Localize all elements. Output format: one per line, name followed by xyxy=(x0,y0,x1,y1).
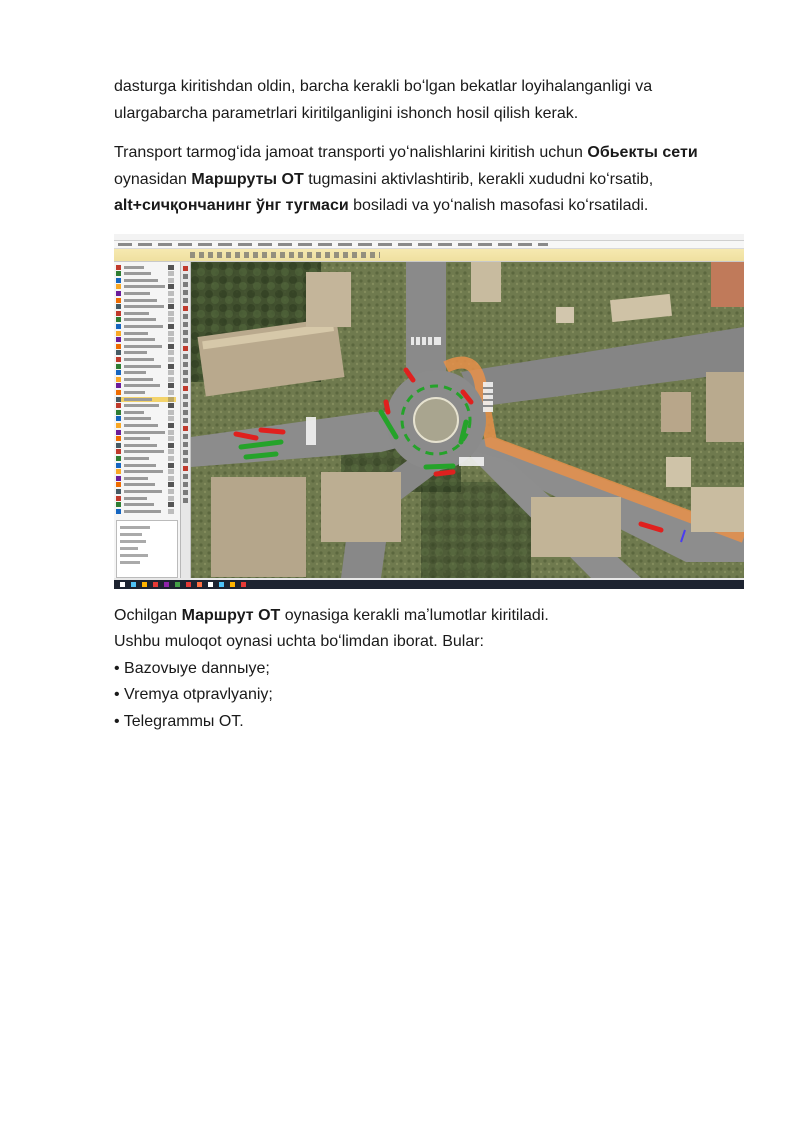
panel-row xyxy=(116,449,176,454)
object-type-icon xyxy=(116,344,121,349)
text: tugmasini aktivlashtirib, kerakli xududni koʻrsatib, xyxy=(303,170,654,188)
panel-row xyxy=(116,443,176,448)
panel-row xyxy=(116,304,176,309)
taskbar-app-icon xyxy=(153,582,158,587)
panel-row xyxy=(116,456,176,461)
panel-row xyxy=(116,436,176,441)
panel-row xyxy=(116,390,176,395)
tool-icon xyxy=(183,330,188,335)
tool-icon xyxy=(183,298,188,303)
properties-box xyxy=(116,520,178,578)
bold-term-network-objects: Обьекты сети xyxy=(587,144,698,161)
network-objects-panel xyxy=(114,262,181,578)
object-type-icon xyxy=(116,304,121,309)
taskbar-app-icon xyxy=(142,582,147,587)
object-type-icon xyxy=(116,430,121,435)
bold-term-pt-routes: Маршруты ОТ xyxy=(191,170,304,188)
software-screenshot-figure xyxy=(114,234,744,589)
panel-row xyxy=(116,357,176,362)
bullet-item: • Bazovыye dannыye; xyxy=(114,659,270,677)
os-taskbar xyxy=(114,580,744,589)
panel-row xyxy=(116,423,176,428)
taskbar-app-icon xyxy=(186,582,191,587)
panel-row xyxy=(116,410,176,415)
panel-row xyxy=(116,317,176,322)
panel-row xyxy=(116,397,176,402)
tool-icon xyxy=(183,426,188,431)
panel-row xyxy=(116,383,176,388)
taskbar-app-icon xyxy=(175,582,180,587)
tool-icon xyxy=(183,378,188,383)
panel-row xyxy=(116,284,176,289)
menu-bar xyxy=(114,241,744,248)
taskbar-app-icon xyxy=(208,582,213,587)
object-type-icon xyxy=(116,298,121,303)
panel-row xyxy=(116,430,176,435)
tool-icon xyxy=(183,482,188,487)
object-type-icon xyxy=(116,476,121,481)
object-type-icon xyxy=(116,291,121,296)
object-type-icon xyxy=(116,509,121,514)
panel-row xyxy=(116,489,176,494)
tool-icon xyxy=(183,410,188,415)
object-type-icon xyxy=(116,463,121,468)
panel-row xyxy=(116,331,176,336)
object-type-icon xyxy=(116,423,121,428)
taskbar-app-icon xyxy=(120,582,125,587)
object-type-icon xyxy=(116,317,121,322)
taskbar-app-icon xyxy=(131,582,136,587)
taskbar-app-icon xyxy=(241,582,246,587)
object-type-icon xyxy=(116,337,121,342)
object-type-icon xyxy=(116,390,121,395)
tool-icon xyxy=(183,402,188,407)
text: oynasidan xyxy=(114,170,192,188)
tool-icon xyxy=(183,370,188,375)
object-type-icon xyxy=(116,377,121,382)
paragraph-sections-intro: Ushbu muloqot oynasi uchta boʻlimdan iborat. Bular: xyxy=(114,633,484,650)
object-type-icon xyxy=(116,357,121,362)
panel-row xyxy=(116,278,176,283)
panel-row xyxy=(116,337,176,342)
panel-row xyxy=(116,502,176,507)
panel-row xyxy=(116,476,176,481)
tool-icon xyxy=(183,458,188,463)
taskbar-app-icon xyxy=(164,582,169,587)
object-type-icon xyxy=(116,456,121,461)
panel-row xyxy=(116,265,176,270)
object-type-icon xyxy=(116,265,121,270)
tool-icon xyxy=(183,266,188,271)
tool-icon xyxy=(183,394,188,399)
object-type-icon xyxy=(116,403,121,408)
object-type-icon xyxy=(116,278,121,283)
panel-row xyxy=(116,311,176,316)
tool-icon xyxy=(183,386,188,391)
panel-row xyxy=(116,364,176,369)
panel-row xyxy=(116,291,176,296)
panel-row xyxy=(116,469,176,474)
object-type-icon xyxy=(116,449,121,454)
panel-row xyxy=(116,496,176,501)
window-titlebar xyxy=(114,234,744,241)
panel-row xyxy=(116,482,176,487)
tool-icon xyxy=(183,282,188,287)
text: oynasiga kerakli maʼlumotlar kiritiladi. xyxy=(280,606,549,624)
tool-icon xyxy=(183,314,188,319)
object-type-icon xyxy=(116,324,121,329)
tool-icon xyxy=(183,474,188,479)
object-type-icon xyxy=(116,482,121,487)
tool-icon xyxy=(183,490,188,495)
object-type-icon xyxy=(116,383,121,388)
panel-row xyxy=(116,463,176,468)
taskbar-app-icon xyxy=(197,582,202,587)
paragraph-intro: dasturga kiritishdan oldin, barcha kerakli boʻlgan bekatlar loyihalanganligi va ulargabarcha parametrlari kiritilganligini ishonch hosil qilish kerak. xyxy=(114,78,653,122)
tool-icon xyxy=(183,354,188,359)
object-type-icon xyxy=(116,311,121,316)
bullet-item: • Telegrammы OT. xyxy=(114,712,244,730)
object-type-icon xyxy=(116,370,121,375)
tool-icon xyxy=(183,466,188,471)
paragraph-opened-window xyxy=(114,603,734,630)
panel-row xyxy=(116,403,176,408)
tool-icon xyxy=(183,450,188,455)
tool-icon xyxy=(183,418,188,423)
bullet-item: • Vremya otpravlyaniy; xyxy=(114,686,273,703)
paragraph-route-entry xyxy=(114,140,734,220)
taskbar-app-icon xyxy=(230,582,235,587)
bold-term-alt-right-click: alt+сичқончанинг ўнг тугмаси xyxy=(114,197,349,214)
object-type-icon xyxy=(116,496,121,501)
object-type-icon xyxy=(116,364,121,369)
object-type-icon xyxy=(116,350,121,355)
tool-icon xyxy=(183,274,188,279)
text: Ochilgan xyxy=(114,606,182,624)
object-type-icon xyxy=(116,331,121,336)
object-type-icon xyxy=(116,489,121,494)
tool-icon xyxy=(183,442,188,447)
object-type-icon xyxy=(116,271,121,276)
text: Transport tarmogʻida jamoat transporti yoʻnalishlarini kiritish uchun xyxy=(114,144,588,161)
panel-row xyxy=(116,344,176,349)
document-page xyxy=(114,74,734,735)
panel-row xyxy=(116,509,176,514)
tool-icon xyxy=(183,338,188,343)
panel-row xyxy=(116,298,176,303)
object-type-icon xyxy=(116,436,121,441)
object-type-icon xyxy=(116,284,121,289)
vertical-toolbar xyxy=(181,262,191,578)
panel-row xyxy=(116,370,176,375)
tool-icon xyxy=(183,322,188,327)
text: bosiladi va yoʻnalish masofasi koʻrsatiladi. xyxy=(348,197,649,214)
panel-row xyxy=(116,377,176,382)
tool-icon xyxy=(183,434,188,439)
panel-row xyxy=(116,324,176,329)
tool-icon xyxy=(183,498,188,503)
object-type-icon xyxy=(116,416,121,421)
tool-icon xyxy=(183,362,188,367)
tool-icon xyxy=(183,290,188,295)
panel-row xyxy=(116,350,176,355)
toolbar xyxy=(114,249,744,262)
object-type-icon xyxy=(116,502,121,507)
tool-icon xyxy=(183,306,188,311)
object-type-icon xyxy=(116,410,121,415)
panel-row xyxy=(116,271,176,276)
object-type-icon xyxy=(116,397,121,402)
object-type-icon xyxy=(116,443,121,448)
bold-term-pt-route: Маршрут ОТ xyxy=(181,606,281,624)
tool-icon xyxy=(183,346,188,351)
aerial-map-roundabout xyxy=(191,262,744,578)
object-type-icon xyxy=(116,469,121,474)
panel-row xyxy=(116,416,176,421)
taskbar-app-icon xyxy=(219,582,224,587)
